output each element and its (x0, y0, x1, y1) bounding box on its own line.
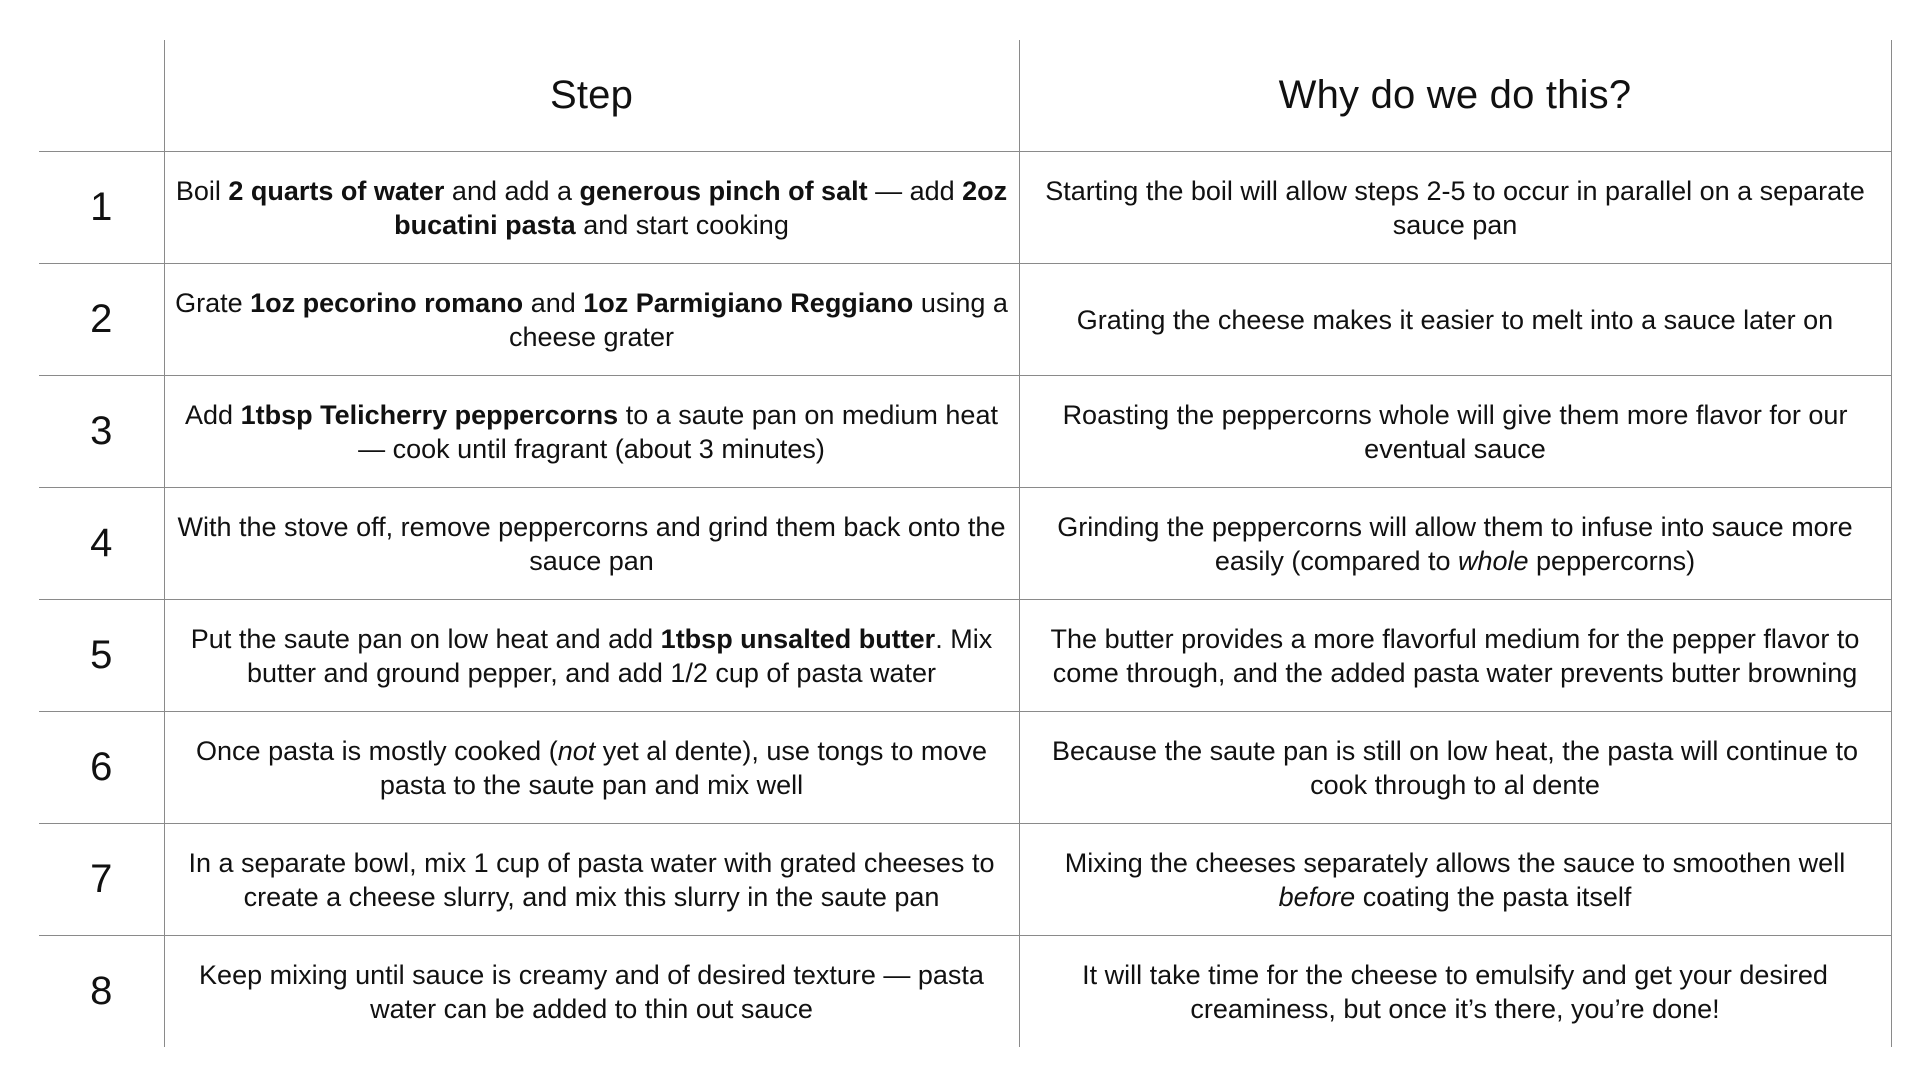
text-segment: — add (867, 175, 963, 206)
text-segment: and start cooking (575, 209, 789, 240)
text-segment: . Mix butter and ground pepper, and add 1/2 cup of pasta water (246, 623, 993, 688)
number-column-header (39, 40, 164, 152)
step-description-cell (164, 712, 1019, 824)
bold-text-segment: 1oz pecorino romano (250, 287, 524, 318)
text-segment: Because the saute pan is still on low heat, the pasta will continue to cook through to al dente (1052, 735, 1858, 800)
text-segment: Grating the cheese makes it easier to melt into a sauce later on (1076, 304, 1834, 335)
text-segment: Grinding the peppercorns will allow them to infuse into sauce more easily (compared to (1057, 511, 1853, 576)
text-segment: Put the saute pan on low heat and add (190, 623, 661, 654)
text-segment: Keep mixing until sauce is creamy and of desired texture — pasta water can be added to thin out sauce (199, 959, 984, 1024)
text-segment: Boil (175, 175, 229, 206)
bold-text-segment: 1oz Parmigiano Reggiano (583, 287, 914, 318)
step-number: 8 (39, 936, 164, 1048)
step-number: 5 (39, 600, 164, 712)
step-reason-cell (1019, 376, 1891, 488)
step-number: 6 (39, 712, 164, 824)
step-description-cell (164, 488, 1019, 600)
italic-text-segment: before (1278, 881, 1356, 912)
step-description-cell (164, 824, 1019, 936)
why-column-header: Why do we do this? (1019, 40, 1891, 152)
table-row (39, 152, 1891, 264)
text-segment: Add (185, 399, 241, 430)
step-column-header: Step (164, 40, 1019, 152)
table-row (39, 824, 1891, 936)
bold-text-segment: 1tbsp unsalted butter (660, 623, 936, 654)
text-segment: to a saute pan on medium heat — cook until fragrant (about 3 minutes) (358, 399, 998, 464)
table-row (39, 712, 1891, 824)
table-row (39, 936, 1891, 1048)
step-reason-cell (1019, 936, 1891, 1048)
step-reason-cell (1019, 824, 1891, 936)
text-segment: Once pasta is mostly cooked ( (196, 735, 558, 766)
step-number: 4 (39, 488, 164, 600)
bold-text-segment: 2oz bucatini pasta (394, 175, 1008, 240)
table-header-row (39, 40, 1891, 152)
bold-text-segment: generous pinch of salt (579, 175, 868, 206)
table-row (39, 600, 1891, 712)
step-reason-cell (1019, 264, 1891, 376)
bold-text-segment: 2 quarts of water (228, 175, 445, 206)
step-description-cell (164, 376, 1019, 488)
step-description-cell (164, 936, 1019, 1048)
text-segment: With the stove off, remove peppercorns and grind them back onto the sauce pan (177, 511, 1006, 576)
text-segment: and (523, 287, 584, 318)
table-row (39, 264, 1891, 376)
step-description-cell (164, 264, 1019, 376)
step-description-cell (164, 600, 1019, 712)
step-number: 3 (39, 376, 164, 488)
recipe-table-container (39, 40, 1891, 1045)
text-segment: and add a (444, 175, 580, 206)
step-reason-cell (1019, 488, 1891, 600)
bold-text-segment: 1tbsp Telicherry peppercorns (240, 399, 619, 430)
text-segment: yet al dente), use tongs to move pasta to the saute pan and mix well (379, 735, 987, 800)
table-body (39, 152, 1891, 1048)
text-segment: using a cheese grater (508, 287, 1008, 352)
table-row (39, 376, 1891, 488)
text-segment: The butter provides a more flavorful medium for the pepper flavor to come through, and the added pasta water prevents butter browning (1050, 623, 1860, 688)
step-description-cell (164, 152, 1019, 264)
step-reason-cell (1019, 152, 1891, 264)
step-number: 7 (39, 824, 164, 936)
text-segment: Roasting the peppercorns whole will give them more flavor for our eventual sauce (1062, 399, 1848, 464)
step-reason-cell (1019, 712, 1891, 824)
italic-text-segment: not (557, 735, 596, 766)
table-row (39, 488, 1891, 600)
text-segment: peppercorns) (1528, 545, 1696, 576)
step-number: 2 (39, 264, 164, 376)
italic-text-segment: whole (1457, 545, 1529, 576)
text-segment: Mixing the cheeses separately allows the sauce to smoothen well (1064, 847, 1846, 878)
recipe-steps-table (39, 40, 1892, 1047)
text-segment: coating the pasta itself (1355, 881, 1632, 912)
step-reason-cell (1019, 600, 1891, 712)
text-segment: Grate (175, 287, 251, 318)
step-number: 1 (39, 152, 164, 264)
text-segment: Starting the boil will allow steps 2-5 to occur in parallel on a separate sauce pan (1045, 175, 1865, 240)
text-segment: In a separate bowl, mix 1 cup of pasta water with grated cheeses to create a cheese slurry, and mix this slurry in the saute pan (188, 847, 995, 912)
text-segment: It will take time for the cheese to emulsify and get your desired creaminess, but once it’s there, you’re done! (1082, 959, 1828, 1024)
